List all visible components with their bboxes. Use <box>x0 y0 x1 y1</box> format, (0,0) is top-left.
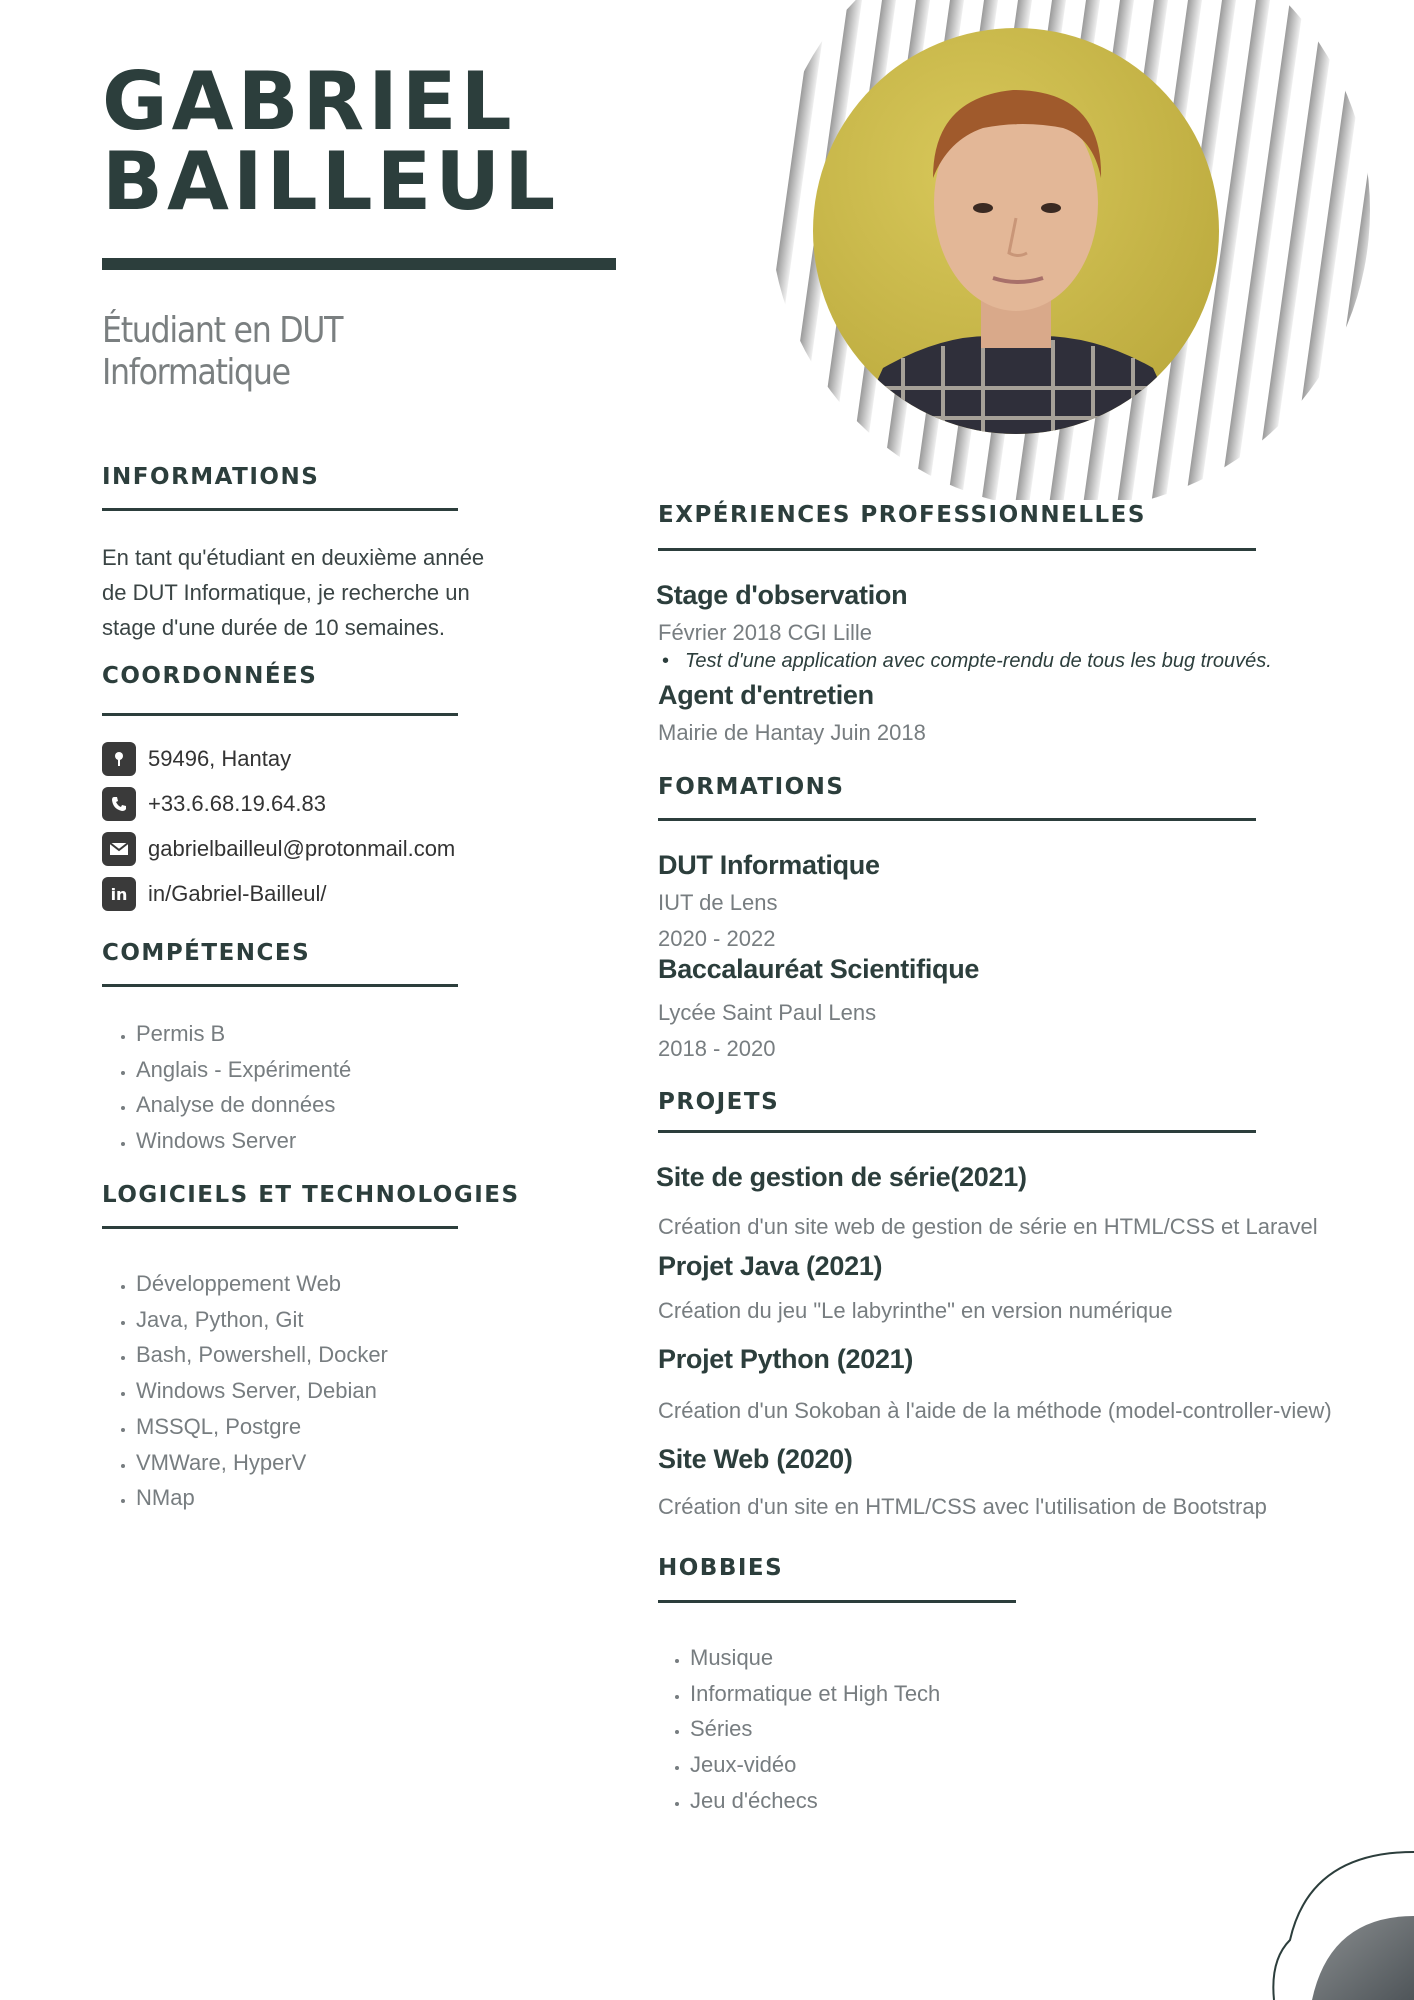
formation-years: 2018 - 2020 <box>658 1036 776 1061</box>
list-item: • Informatique et High Tech <box>690 1676 940 1712</box>
first-name: GABRIEL <box>102 55 516 148</box>
location-pin-icon <box>102 742 136 776</box>
section-rule <box>102 713 458 716</box>
bullet-marker: • <box>662 650 670 672</box>
project-title: Projet Python (2021) <box>658 1344 914 1374</box>
phone-icon <box>102 787 136 821</box>
section-title-informations: INFORMATIONS <box>102 464 320 490</box>
formation-school: IUT de Lens <box>658 890 778 915</box>
list-item: • Développement Web <box>136 1266 388 1302</box>
list-item: • Java, Python, Git <box>136 1302 388 1338</box>
list-item: • VMWare, HyperV <box>136 1445 388 1481</box>
project-description: Création d'un site en HTML/CSS avec l'utilisation de Bootstrap <box>658 1494 1267 1519</box>
project-description: Création du jeu "Le labyrinthe" en version numérique <box>658 1298 1173 1323</box>
name-underline <box>102 258 616 270</box>
list-item: • Jeu d'échecs <box>690 1783 940 1819</box>
formation-title: DUT Informatique <box>658 850 880 880</box>
section-rule <box>102 1226 458 1229</box>
section-rule <box>102 508 458 511</box>
section-rule <box>658 1130 1256 1133</box>
formation-title: Baccalauréat Scientifique <box>658 954 980 984</box>
project-description: Création d'un site web de gestion de série en HTML/CSS et Laravel <box>658 1214 1318 1239</box>
last-name: BAILLEUL <box>102 135 560 228</box>
contact-address-text: 59496, Hantay <box>148 746 292 771</box>
project-description: Création d'un Sokoban à l'aide de la méthode (model-controller-view) <box>658 1398 1332 1423</box>
section-title-formations: FORMATIONS <box>658 774 845 800</box>
linkedin-icon: in <box>102 877 136 911</box>
informations-text <box>102 540 502 645</box>
corner-decoration <box>1250 1830 1414 2000</box>
experience-bullet-text: Test d'une application avec compte-rendu de tous les bug trouvés. <box>685 650 1272 672</box>
logiciels-list <box>102 1266 388 1516</box>
section-rule <box>102 984 458 987</box>
competences-list <box>102 1016 351 1159</box>
list-item: • Séries <box>690 1711 940 1747</box>
list-item: • Anglais - Expérimenté <box>136 1052 351 1088</box>
informations-line: stage d'une durée de 10 semaines. <box>102 615 445 640</box>
list-item: • Jeux-vidéo <box>690 1747 940 1783</box>
project-title: Site Web (2020) <box>658 1444 853 1474</box>
section-rule <box>658 818 1256 821</box>
list-item: • Musique <box>690 1640 940 1676</box>
contact-linkedin[interactable] <box>102 877 327 911</box>
project-title: Projet Java (2021) <box>658 1251 883 1281</box>
contact-email-text: gabrielbailleul@protonmail.com <box>148 836 456 861</box>
section-title-competences: COMPÉTENCES <box>102 940 311 966</box>
section-title-experiences: EXPÉRIENCES PROFESSIONNELLES <box>658 502 1146 528</box>
experience-title: Stage d'observation <box>656 580 908 610</box>
list-item: • Windows Server <box>136 1123 351 1159</box>
job-title-line2: Informatique <box>102 352 290 393</box>
list-item: • Analyse de données <box>136 1087 351 1123</box>
section-title-logiciels: LOGICIELS ET TECHNOLOGIES <box>102 1182 520 1208</box>
contact-address <box>102 742 291 776</box>
contact-email[interactable] <box>102 832 455 866</box>
experience-detail: Février 2018 CGI Lille <box>658 620 872 645</box>
section-rule <box>658 548 1256 551</box>
experience-bullet <box>662 650 1272 673</box>
informations-line: de DUT Informatique, je recherche un <box>102 580 470 605</box>
experience-detail: Mairie de Hantay Juin 2018 <box>658 720 926 745</box>
section-title-projets: PROJETS <box>658 1089 780 1115</box>
informations-line: En tant qu'étudiant en deuxième année <box>102 545 485 570</box>
list-item: • MSSQL, Postgre <box>136 1409 388 1445</box>
contact-phone[interactable] <box>102 787 326 821</box>
list-item: • Windows Server, Debian <box>136 1373 388 1409</box>
section-title-coordonnees: COORDONNÉES <box>102 663 318 689</box>
contact-phone-text: +33.6.68.19.64.83 <box>148 791 326 816</box>
full-name <box>102 55 662 228</box>
envelope-icon <box>102 832 136 866</box>
project-title: Site de gestion de série(2021) <box>656 1162 1027 1192</box>
job-title <box>102 310 472 394</box>
list-item: • Permis B <box>136 1016 351 1052</box>
list-item: • NMap <box>136 1480 388 1516</box>
contact-linkedin-text: in/Gabriel-Bailleul/ <box>148 881 327 906</box>
hobbies-list <box>656 1640 940 1819</box>
section-rule <box>658 1600 1016 1603</box>
formation-school: Lycée Saint Paul Lens <box>658 1000 877 1025</box>
profile-photo <box>813 28 1219 434</box>
list-item: • Bash, Powershell, Docker <box>136 1337 388 1373</box>
job-title-line1: Étudiant en DUT <box>102 310 343 351</box>
section-title-hobbies: HOBBIES <box>658 1555 784 1581</box>
experience-title: Agent d'entretien <box>658 680 874 710</box>
formation-years: 2020 - 2022 <box>658 926 776 951</box>
